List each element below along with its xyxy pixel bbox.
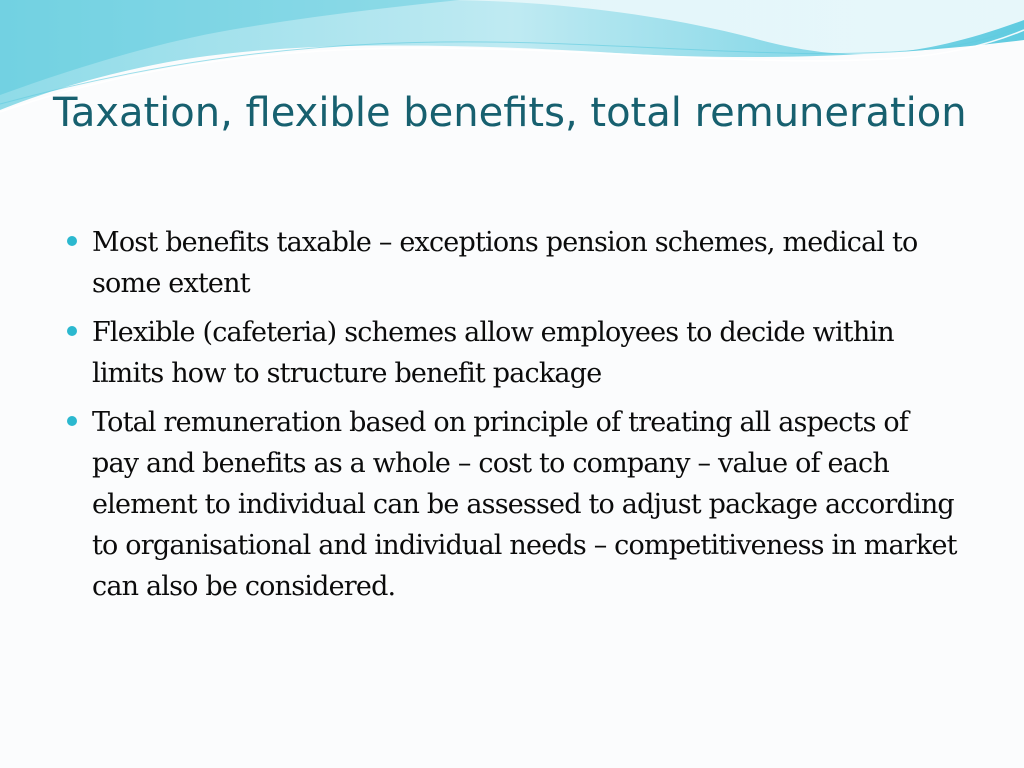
bullet-text: Most benefits taxable – exceptions pension schemes, medical to some extent bbox=[92, 227, 918, 299]
bullet-item bbox=[62, 222, 962, 304]
bullet-item bbox=[62, 402, 962, 607]
bullet-text: Total remuneration based on principle of treating all aspects of pay and benefits as a whole – cost to company – value of each element to individual can be assessed to adjust package according to organisational and individual needs – competitiveness in market can also be considered. bbox=[92, 407, 957, 602]
bullet-dot-icon bbox=[67, 326, 77, 336]
bullet-item bbox=[62, 312, 962, 394]
bullet-dot-icon bbox=[67, 236, 77, 246]
bullet-list bbox=[62, 222, 962, 615]
bullet-dot-icon bbox=[67, 416, 77, 426]
slide-title: Taxation, flexible benefits, total remuneration bbox=[53, 90, 967, 136]
bullet-text: Flexible (cafeteria) schemes allow employees to decide within limits how to structure benefit package bbox=[92, 317, 894, 389]
